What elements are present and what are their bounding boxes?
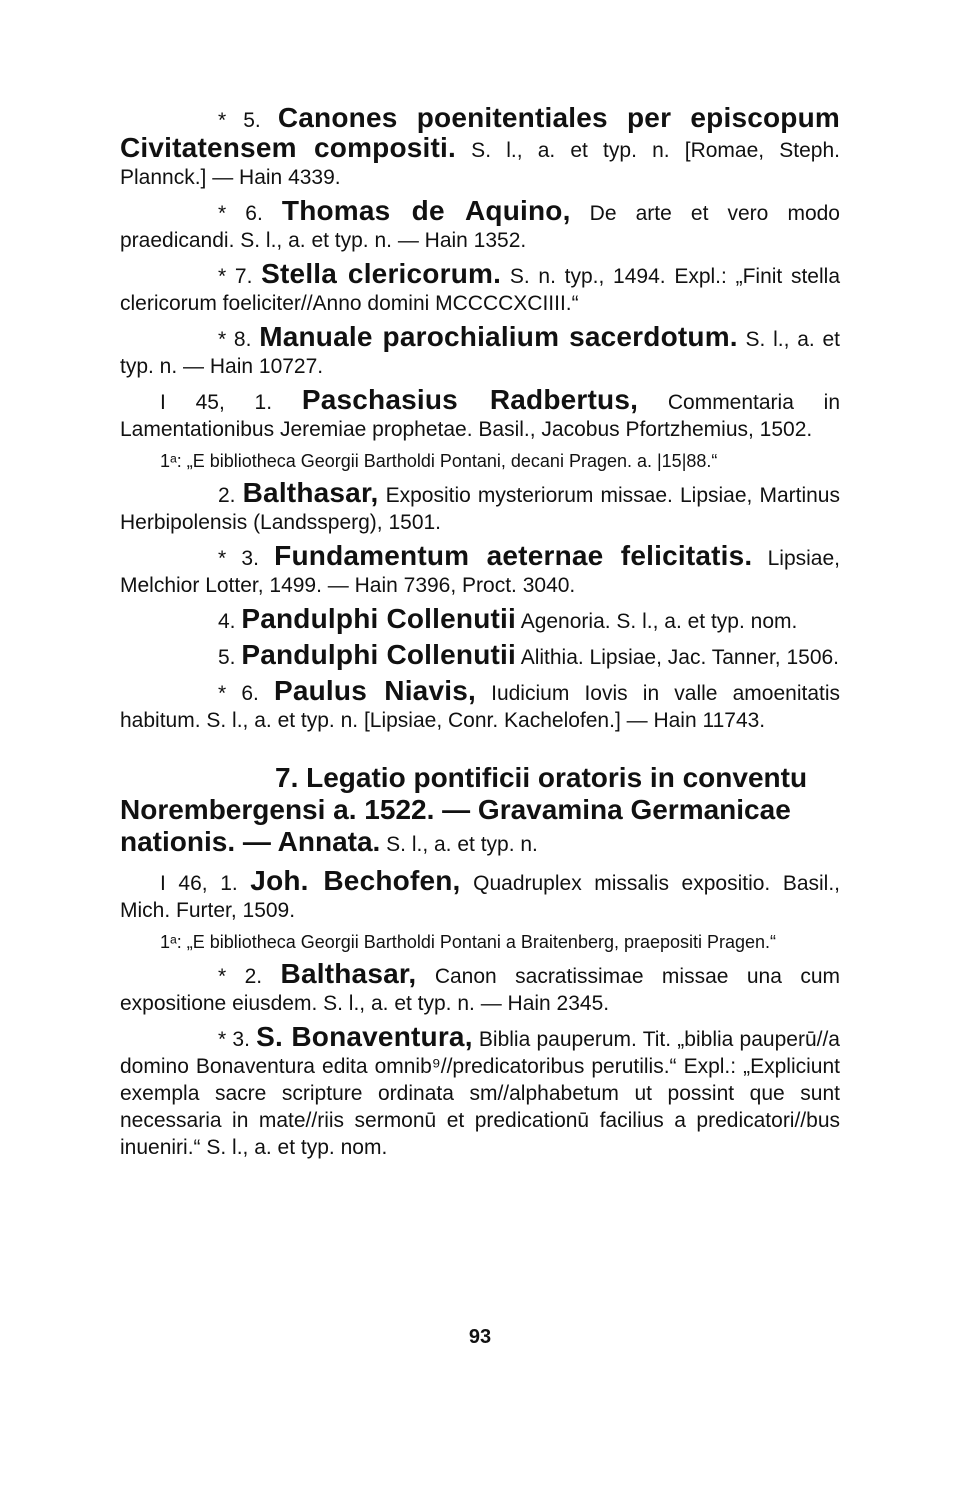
entry-heading: Paschasius Radbertus,: [301, 384, 639, 415]
entry-heading: Balthasar,: [242, 477, 379, 508]
entry-heading: Pandulphi Collenutii: [241, 603, 517, 634]
entry: * 8. Manuale parochialium sacerdotum. S. l., a. et typ. n. — Hain 10727.: [120, 321, 841, 378]
entry: * 3. S. Bonaventura, Biblia pauperum. Tit. „biblia pauperū//a domino Bonaventura edita omnib⁹//predicatoribus perutilis.“ Expl.: „Expliciunt exempla sacre scripture ordinata sm//alphabetum ut possint que sunt necessaria in mate//riis sermonū et predicationū facilius a predicatori//bus inueniri.“ S. l., a. et typ. nom.: [120, 1021, 840, 1159]
entry: * 6. Paulus Niavis, Iudicium Iovis in valle amoenitatis habitum. S. l., a. et typ. n. [Lipsiae, Conr. Kachelofen.] — Hain 11743.: [120, 675, 840, 732]
entry-heading: Balthasar,: [280, 958, 417, 989]
entry: I 46, 1. Joh. Bechofen, Quadruplex missalis expositio. Basil., Mich. Furter, 1509.: [120, 865, 841, 922]
entry: 4. Pandulphi Collenutii Agenoria. S. l., a. et typ. nom.: [218, 603, 798, 634]
entry: 2. Balthasar, Expositio mysteriorum missae. Lipsiae, Martinus Herbipolensis (Landssperg), 1501.: [120, 477, 840, 534]
entry-bold-block: 7. Legatio pontificii oratoris in conventu Norembergensi a. 1522. — Gravamina Germanicae nationis. — Annata. S. l., a. et typ. n.: [120, 762, 808, 857]
entry-heading: Joh. Bechofen,: [250, 865, 461, 896]
entry: * 7. Stella clericorum. S. n. typ., 1494. Expl.: „Finit stella clericorum foeliciter//Anno domini MCCCCXCIIII.“: [120, 258, 841, 315]
entry-heading: Thomas de Aquino,: [281, 195, 571, 226]
entry: 5. Pandulphi Collenutii Alithia. Lipsiae, Jac. Tanner, 1506.: [218, 639, 840, 670]
entry-heading: Manuale parochialium sacerdotum.: [259, 321, 738, 352]
page-number: 93: [468, 1326, 492, 1348]
entry: * 5. Canones poenitentiales per episcopum Civitatensem compositi. S. l., a. et typ. n. [Romae, Steph. Plannck.] — Hain 4339.: [120, 102, 840, 189]
entry-heading: S. Bonaventura,: [256, 1021, 473, 1052]
entry-heading: Fundamentum aeternae felicitatis.: [274, 540, 753, 571]
entry-heading: Pandulphi Collenutii: [241, 639, 517, 670]
provenance-note: 1ᵃ: „E bibliotheca Georgii Bartholdi Pontani, decani Pragen. a. |15|88.“: [160, 451, 718, 471]
entry: * 6. Thomas de Aquino, De arte et vero modo praedicandi. S. l., a. et typ. n. — Hain 1352.: [120, 195, 840, 252]
entry: * 2. Balthasar, Canon sacratissimae missae una cum expositione eiusdem. S. l., a. et typ. n. — Hain 2345.: [120, 958, 841, 1015]
entry-heading: Canones poenitentiales per episcopum Civitatensem compositi.: [120, 102, 840, 163]
entry-heading: Paulus Niavis,: [273, 675, 476, 706]
entry: I 45, 1. Paschasius Radbertus, Commentaria in Lamentationibus Jeremiae prophetae. Basil., Jacobus Pfortzhemius, 1502.: [120, 384, 841, 441]
entry: * 3. Fundamentum aeternae felicitatis. Lipsiae, Melchior Lotter, 1499. — Hain 7396, Proct. 3040.: [120, 540, 840, 597]
page-body: [120, 104, 840, 1167]
entry-heading: Stella clericorum.: [261, 258, 502, 289]
provenance-note: 1ᵃ: „E bibliotheca Georgii Bartholdi Pontani a Braitenberg, praepositi Pragen.“: [160, 932, 777, 952]
